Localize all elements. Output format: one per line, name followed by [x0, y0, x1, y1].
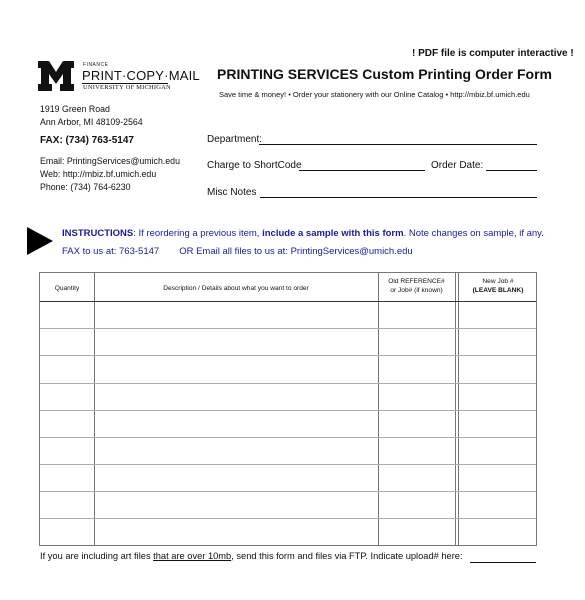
row-divider [40, 383, 536, 384]
instructions-fax: FAX to us at: 763-5147 [62, 246, 160, 257]
col-divider [378, 273, 379, 545]
instructions-label: INSTRUCTIONS [62, 228, 134, 239]
order-date-field[interactable] [486, 170, 537, 171]
col-divider [458, 273, 459, 545]
address-street: 1919 Green Road [40, 104, 110, 114]
row-divider [40, 328, 536, 329]
charge-shortcode-field[interactable] [299, 170, 425, 171]
header-new-job-line1: New Job # [482, 278, 514, 285]
department-field[interactable] [259, 144, 537, 145]
pdf-interactive-note: ! PDF file is computer interactive ! [412, 48, 574, 59]
col-divider [455, 273, 456, 545]
instructions-part2: . Note changes on sample, if any. [403, 228, 544, 239]
address-city: Ann Arbor, MI 48109-2564 [40, 117, 143, 127]
col-divider [94, 273, 95, 545]
instructions-contact [62, 246, 413, 257]
instructions-email-prefix: OR Email all files to us at: [179, 246, 288, 257]
contact-email: Email: PrintingServices@umich.edu [40, 156, 180, 166]
footer-before: If you are including art files [40, 551, 154, 561]
fax-number: FAX: (734) 763-5147 [40, 135, 134, 146]
footer-after: , send this form and files via FTP. Indicate upload# here: [231, 551, 463, 561]
header-new-job [458, 277, 538, 295]
misc-notes-field[interactable] [260, 197, 537, 198]
row-divider [40, 355, 536, 356]
logo-department: FINANCE [83, 62, 109, 68]
contact-web: Web: http://mbiz.bf.umich.edu [40, 169, 157, 179]
upload-number-field[interactable] [470, 562, 536, 563]
row-divider [40, 437, 536, 438]
contact-phone: Phone: (734) 764-6230 [40, 182, 131, 192]
row-divider [40, 464, 536, 465]
order-table [39, 272, 537, 546]
logo-name: PRINT·COPY·MAIL [82, 68, 200, 83]
charge-shortcode-label: Charge to ShortCode [207, 160, 302, 171]
header-old-reference-line2: or Job# (if known) [390, 287, 443, 294]
header-new-job-line2: (LEAVE BLANK) [472, 287, 524, 294]
logo-university: UNIVERSITY OF MICHIGAN [83, 84, 171, 91]
footer-underlined: that are over 10mb [153, 551, 232, 561]
department-label: Department: [207, 134, 263, 145]
header-divider [40, 301, 536, 302]
row-divider [40, 491, 536, 492]
page-title: PRINTING SERVICES Custom Printing Order Form [217, 66, 553, 82]
header-quantity: Quantity [54, 285, 80, 292]
footer-text [40, 551, 463, 561]
order-date-label: Order Date: [431, 160, 484, 171]
header-old-reference-line1: Old REFERENCE# [388, 278, 445, 285]
arrow-icon [27, 227, 53, 255]
instructions-email[interactable]: PrintingServices@umich.edu [290, 246, 413, 257]
misc-notes-label: Misc Notes [207, 187, 257, 198]
tagline: Save time & money! • Order your stationery with our Online Catalog • http://mbiz.bf.umich.edu [219, 90, 530, 99]
block-m-logo-icon [38, 61, 74, 91]
header-description: Description / Details about what you want to order [163, 285, 309, 292]
instructions-bold: include a sample with this form [262, 228, 404, 239]
row-divider [40, 518, 536, 519]
instructions-part1: : If reordering a previous item, [133, 228, 263, 239]
header-old-reference [378, 277, 455, 295]
instructions-text [62, 228, 544, 239]
row-divider [40, 410, 536, 411]
